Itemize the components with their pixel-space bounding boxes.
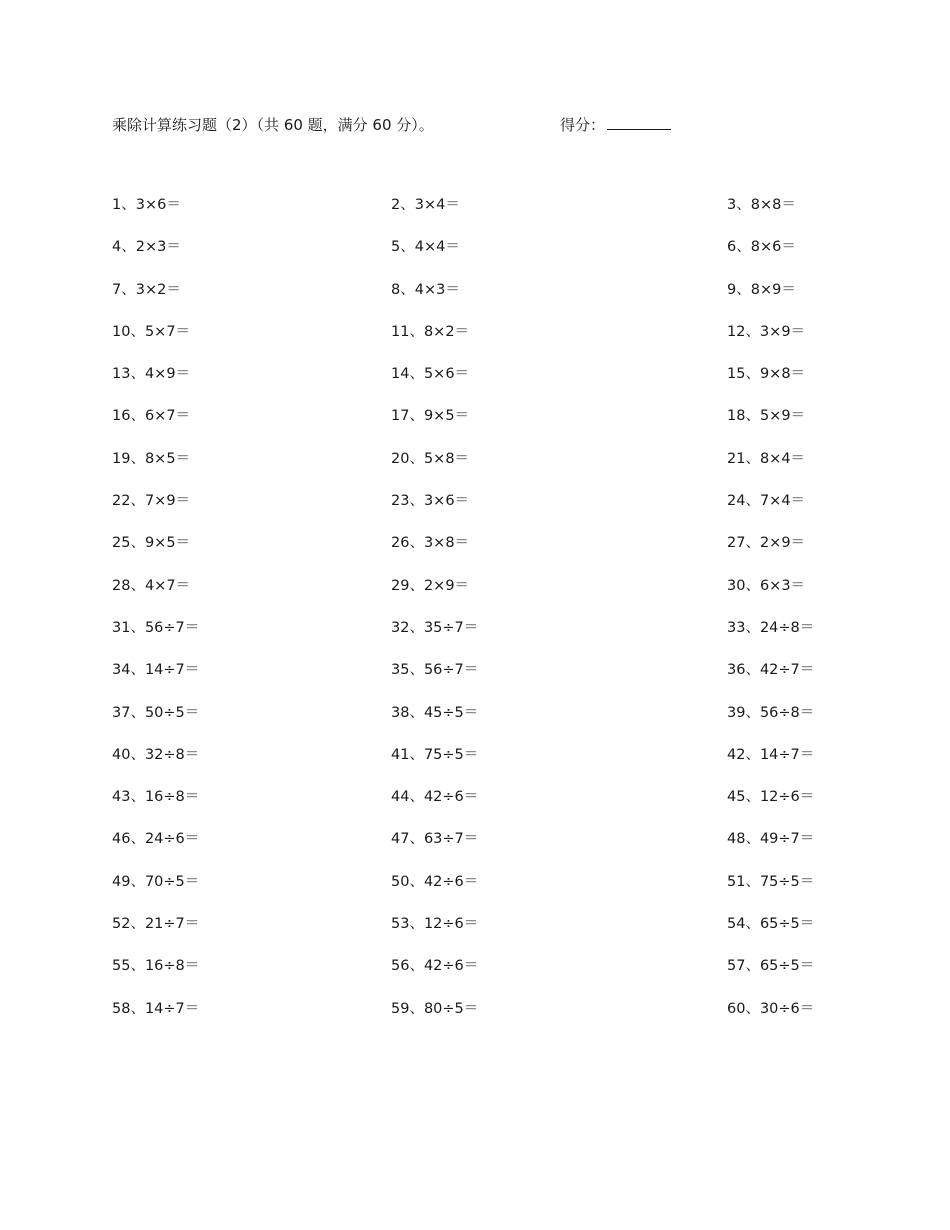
problem-item: 29、2×9＝ <box>391 577 470 594</box>
problem-item: 33、24÷8＝ <box>727 619 815 636</box>
problem-item: 51、75÷5＝ <box>727 873 815 890</box>
problem-item: 52、21÷7＝ <box>112 916 200 933</box>
problem-item: 1、3×6＝ <box>112 197 181 213</box>
problem-item: 50、42÷6＝ <box>391 873 479 890</box>
problem-item: 14、5×6＝ <box>391 366 470 383</box>
problem-item: 58、14÷7＝ <box>112 1000 200 1017</box>
problem-item: 6、8×6＝ <box>727 239 796 256</box>
problem-item: 9、8×9＝ <box>727 281 796 298</box>
problem-item: 39、56÷8＝ <box>727 704 815 721</box>
problem-item: 11、8×2＝ <box>391 323 470 340</box>
problem-item: 31、56÷7＝ <box>112 619 200 636</box>
problem-item: 16、6×7＝ <box>112 408 191 425</box>
problem-item: 23、3×6＝ <box>391 493 470 510</box>
problem-item: 15、9×8＝ <box>727 366 806 383</box>
problem-item: 10、5×7＝ <box>112 323 191 340</box>
score-blank-line <box>607 113 671 130</box>
problem-item: 53、12÷6＝ <box>391 916 479 933</box>
problem-item: 4、2×3＝ <box>112 239 181 256</box>
problem-item: 38、45÷5＝ <box>391 704 479 721</box>
problem-item: 19、8×5＝ <box>112 450 191 467</box>
problem-item: 17、9×5＝ <box>391 408 470 425</box>
problem-item: 5、4×4＝ <box>391 239 460 256</box>
problem-item: 40、32÷8＝ <box>112 746 200 763</box>
problem-item: 8、4×3＝ <box>391 281 460 298</box>
problem-item: 56、42÷6＝ <box>391 958 479 975</box>
problem-item: 26、3×8＝ <box>391 535 470 552</box>
problem-item: 59、80÷5＝ <box>391 1000 479 1017</box>
problem-item: 25、9×5＝ <box>112 535 191 552</box>
problem-item: 57、65÷5＝ <box>727 958 815 975</box>
problem-item: 30、6×3＝ <box>727 577 806 594</box>
problem-item: 37、50÷5＝ <box>112 704 200 721</box>
problem-item: 20、5×8＝ <box>391 450 470 467</box>
problem-item: 55、16÷8＝ <box>112 958 200 975</box>
problem-item: 27、2×9＝ <box>727 535 806 552</box>
problem-item: 28、4×7＝ <box>112 577 191 594</box>
score-field <box>560 113 671 137</box>
problem-item: 35、56÷7＝ <box>391 662 479 679</box>
problem-item: 12、3×9＝ <box>727 323 806 340</box>
problem-item: 49、70÷5＝ <box>112 873 200 890</box>
problem-item: 21、8×4＝ <box>727 450 806 467</box>
problem-item: 22、7×9＝ <box>112 493 191 510</box>
problem-item: 3、8×8＝ <box>727 197 796 213</box>
problem-item: 41、75÷5＝ <box>391 746 479 763</box>
problem-item: 7、3×2＝ <box>112 281 181 298</box>
problem-item: 36、42÷7＝ <box>727 662 815 679</box>
problem-item: 42、14÷7＝ <box>727 746 815 763</box>
problem-grid <box>112 194 832 1040</box>
problem-item: 32、35÷7＝ <box>391 619 479 636</box>
worksheet-title: 乘除计算练习题（2）（共 60 题，满分 60 分）。 <box>112 116 434 134</box>
problem-item: 60、30÷6＝ <box>727 1000 815 1017</box>
problem-item: 2、3×4＝ <box>391 197 460 213</box>
problem-item: 34、14÷7＝ <box>112 662 200 679</box>
problem-item: 43、16÷8＝ <box>112 789 200 806</box>
problem-item: 18、5×9＝ <box>727 408 806 425</box>
problem-item: 48、49÷7＝ <box>727 831 815 848</box>
problem-item: 24、7×4＝ <box>727 493 806 510</box>
problem-item: 13、4×9＝ <box>112 366 191 383</box>
problem-item: 45、12÷6＝ <box>727 789 815 806</box>
score-label: 得分： <box>560 116 606 134</box>
problem-item: 46、24÷6＝ <box>112 831 200 848</box>
worksheet-header <box>112 113 812 137</box>
problem-item: 44、42÷6＝ <box>391 789 479 806</box>
problem-item: 54、65÷5＝ <box>727 916 815 933</box>
problem-item: 47、63÷7＝ <box>391 831 479 848</box>
